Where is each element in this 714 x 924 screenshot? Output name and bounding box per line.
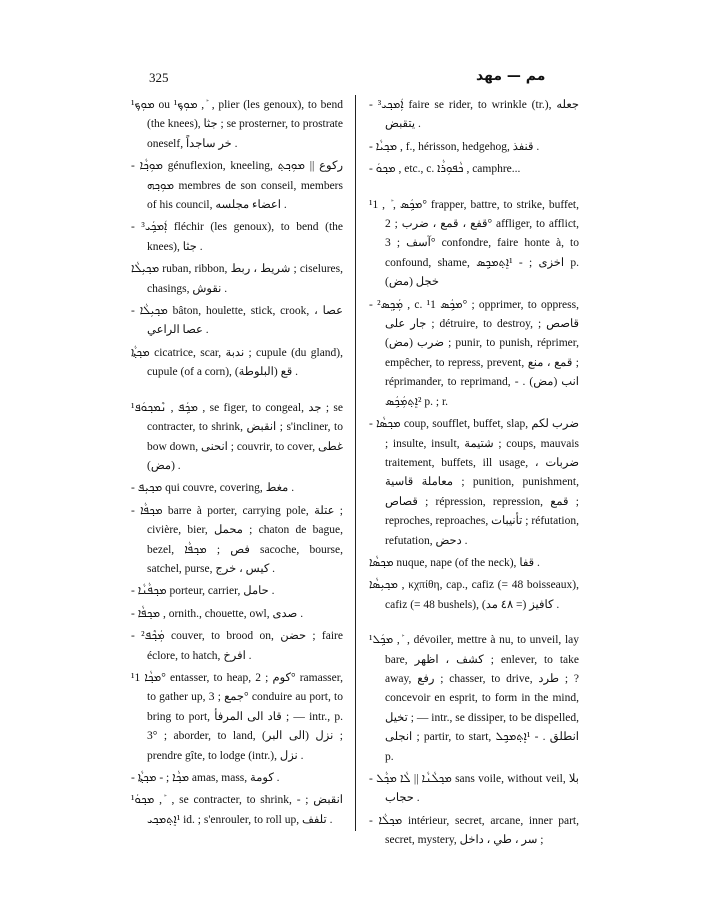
- entry-gap: [369, 183, 579, 196]
- dictionary-subentry: - ܡܟ݂ܦܵܐ barre à porter, carrying pole, عتلة ; civière, bier, محمل ; chaton de bague, bezel, فص ; ܡܟ݂ܦܵܐ sacoche, bourse, satchel, purse, كيس ، خرج .: [131, 504, 343, 575]
- dictionary-subentry: - ³ܐܲܡܟ݂ܲܝ fléchir (les genoux), to bend (the knees), جثا .: [131, 221, 343, 253]
- page-number: 325: [149, 70, 169, 85]
- dictionary-subentry: - ܡܟ݂ܝܼܦ qui couvre, covering, مغط .: [131, 482, 295, 495]
- left-column: [131, 96, 343, 833]
- column-divider: [355, 95, 356, 831]
- entry-gap: [369, 618, 579, 631]
- entry-gap: [131, 386, 343, 399]
- dictionary-subentry: - ܡܟ݂ܠܵܢܵܐ || ܠܵܐ ܡܟ݂ܵܠ sans voile, without veil, بلا حجاب .: [369, 773, 579, 805]
- dictionary-entry: ܡܟ݂ܝܼܠܵܐ ruban, ribbon, شريط ، ربط ; ciselures, chasings, نقوش .: [131, 263, 343, 295]
- dictionary-subentry: - ܡܘܼܟ݂ܵܐ génuflexion, kneeling, ركوع || ܡܘܼܟ݂ܬ݂ ܡܘܼܟ݂ܗ membres de son conseil, members of his council, اعضاء مجلسه .: [131, 160, 343, 212]
- dictionary-subentry: - ²ܡܲܟ݂ܸܣ , c. ¹ܡܟ݂ܲܣ 1° ; opprimer, to oppress, جار على ; détruire, to destroy, قاصص ; ضرب (مض) ; punir, to punish, réprimer, empêcher, to repress, prevent, قمع ، منع ; réprimander, to reprimand, انب (مض) . - ²ܐܸܬ݂ܡܲܟ݂ܲܣ p. ; r.: [369, 298, 579, 408]
- dictionary-subentry: - ²ܡܲܟ݂ܶܦ couver, to brood on, حضن ; faire éclore, to hatch, افرخ .: [131, 630, 343, 662]
- dictionary-entry: ¹ܡܟ݂ܵܐ 1° entasser, to heap, كوم ; 2° ramasser, to gather up, جمع ; 3° conduire au port, to bring to port, قاد الى المرفأ ; — intr., p. 3° ; aborder, to land, نزل (الى البر) ; prendre gîte, to lodge (intr.), نزل .: [131, 671, 344, 762]
- dictionary-subentry: - ܡܟ݂ܘܿ , etc., c. ܟܵܦܘܼܪܵܐ , camphre...: [369, 163, 521, 176]
- dictionary-entry: ܡܟ݂ܣܵܐ nuque, nape (of the neck), قفا .: [369, 556, 540, 569]
- dictionary-entry: ܡܟ݂ܝܼܣܵܐ , κχπίθη, cap., cafiz (= 48 boisseaux), cafiz (= 48 bushels), كافيز (= ٤٨ مد) .: [369, 579, 579, 611]
- dictionary-subentry: - ܡܟ݂ܦܵܐ , ornith., chouette, owl, صدى .: [131, 607, 304, 620]
- dictionary-entry: - ³ܐܲܡܟ݂ܝ faire se rider, to wrinkle (tr.), جعله يتقبض .: [369, 99, 579, 131]
- dictionary-subentry: - ܡܟ݂ܝܵܐ , f., hérisson, hedgehog, قنفذ .: [369, 140, 540, 153]
- dictionary-subentry: - ܡܟ݂ܣܵܐ coup, soufflet, buffet, slap, ضرب لكم ; insulte, insult, شتيمة ; coups, mauvais traitement, buffets, ill usage, ضربات ، معاملة قاسية ; punition, punishment, قصاص ; répression, repression, قمع ; reproches, reproaches, تأنيبات ; réfutation, refutation, دحض .: [369, 418, 579, 547]
- dictionary-entry: ¹ܡܟ݂ܘܿ , ܰ , se contracter, to shrink, انقبض ; - ¹ܐܸܬ݂ܡܟ݂ܝ id. ; s'enrouler, to roll up, تلفف .: [131, 794, 343, 826]
- running-head: مم — مهد: [476, 68, 546, 84]
- dictionary-subentry: - ܡܟ݂ܵܐ ; - ܡܟ݂ܬ݂ܵܐ amas, mass, كومة .: [131, 772, 280, 784]
- dictionary-entry: ¹ܡܟ݂ܲܠ , ܰ , dévoiler, mettre à nu, to unveil, lay bare, كشف ، اظهر ; enlever, to take away, رفع ; chasser, to drive, طرد ; ? concevoir en esprit, to form in the mind, تخيل ; — intr., se dissiper, to be dispelled, انجلى ; partir, to start, انطلق . - ¹ܐܸܬ݂ܡܟ݂ܸܠ p.: [369, 634, 580, 763]
- dictionary-subentry: - ܡܟ݂ܝܼܠܵܐ bâton, houlette, stick, crook, عصا ، عصا الراعي .: [131, 305, 343, 337]
- dictionary-subentry: - ܡܟ݂ܦܵܢܵܐ porteur, carrier, حامل .: [131, 585, 275, 598]
- dictionary-entry: ¹ܡܟ݂ܲܦ , ܢܶܡܟ݂ܘܿܦ , se figer, to congeal, جد ; se contracter, to shrink, انقبض ; s'incliner, to bow down, انحنى ; couvrir, to cover, غطى (مض) .: [131, 401, 344, 472]
- dictionary-entry: ¹ܡܘܼܟ݂ ou ¹ܡܘܼܟ݂ , ܰ , plier (les genoux), to bend (the knees), جثا ; se prosterner, to prostrate oneself, خر ساجداً .: [131, 99, 343, 150]
- dictionary-subentry: - ܡܟ݂ܠܵܐ intérieur, secret, arcane, inner part, secret, mystery, سر ، طي ، داخل ;: [369, 814, 579, 847]
- dictionary-entry: ܡܟ݂ܬ݂ܵܐ cicatrice, scar, ندبة ; cupule (du gland), cupule (of a corn), قع (البلوطة) .: [131, 346, 343, 379]
- right-column: [369, 96, 579, 854]
- dictionary-entry: ¹ܡܟ݂ܲܣ , ܰ , 1° frapper, battre, to strike, buffet, قفع ، قمع ، ضرب ; 2° affliger, to afflict, آسف ; 3° confondre, faire honte à, to confound, shame, اخزى ; - ¹ܐܸܬ݂ܡܟ݂ܸܣ p. خجل (مض): [369, 198, 579, 289]
